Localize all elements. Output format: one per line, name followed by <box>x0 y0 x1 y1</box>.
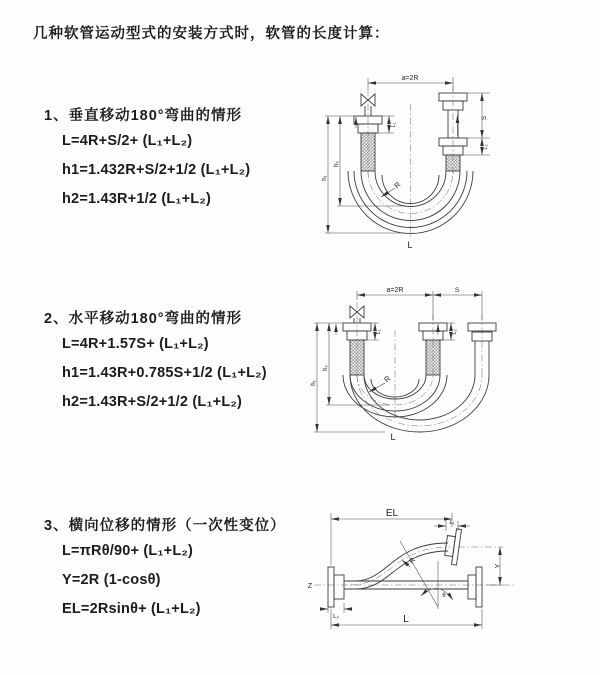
straight-pipe-original <box>344 567 482 607</box>
diagram-lateral-displacement <box>300 505 600 650</box>
dim-label-l1: L₁ <box>376 329 382 335</box>
centerlines <box>368 86 453 238</box>
dim-label-h1: h₁ <box>311 380 317 386</box>
dim-label-l1: L₁ <box>391 122 397 128</box>
dim-label-h2: h₂ <box>334 161 340 167</box>
diagram-vertical-180-bend <box>310 66 595 266</box>
dimension-lines <box>320 513 503 629</box>
section-1-formula-h1: h1=1.432R+S/2+1/2 (L₁+L₂) <box>62 162 251 178</box>
dim-label-el: EL <box>385 508 399 519</box>
diagram-horizontal-180-bend <box>305 280 600 455</box>
dim-label-l2: L₂ <box>333 614 339 620</box>
section-3-formula-L: L=πRθ/90+ (L₁+L₂) <box>62 543 194 559</box>
section-2-formula-L: L=4R+1.57S+ (L₁+L₂) <box>62 336 209 352</box>
page-title: 几种软管运动型式的安装方式时，软管的长度计算： <box>33 26 390 42</box>
dim-label-y: Y <box>495 563 502 569</box>
length-label: L <box>403 614 409 625</box>
dim-label-a2r: a=2R <box>386 287 404 294</box>
dim-label-s: S <box>481 115 488 121</box>
dim-label-l2: L₂ <box>483 144 489 150</box>
left-fitting <box>343 323 371 375</box>
section-3-formula-EL: EL=2Rsinθ+ (L₁+L₂) <box>62 601 201 617</box>
theta-label: θ <box>442 593 446 599</box>
section-1-heading: 1、垂直移动180°弯曲的情形 <box>44 108 243 124</box>
radius-label: R <box>408 556 418 566</box>
section-1-formula-L: L=4R+S/2+ (L₁+L₂) <box>62 133 193 149</box>
section-1-formula-h2: h2=1.43R+1/2 (L₁+L₂) <box>62 191 212 207</box>
section-2-formula-h2: h2=1.43R+S/2+1/2 (L₁+L₂) <box>62 394 243 410</box>
dimension-lines <box>325 77 490 233</box>
right-fitting-moved <box>468 323 496 375</box>
radius-label: R <box>392 179 403 191</box>
section-3-formula-Y: Y=2R (1-cosθ) <box>62 572 161 588</box>
dim-label-l2: L₂ <box>452 329 458 335</box>
radius-label: R <box>382 373 393 385</box>
left-flange <box>328 567 344 607</box>
axis-mark-label: Z <box>307 583 313 590</box>
hose-u-curves <box>343 375 489 432</box>
section-3-heading: 3、横向位移的情形（一次性变位） <box>44 518 286 534</box>
middle-fitting <box>419 323 447 375</box>
length-label: L <box>390 432 396 442</box>
dim-label-h1: h₁ <box>322 175 328 181</box>
section-2-formula-h1: h1=1.43R+0.785S+1/2 (L₁+L₂) <box>62 365 267 381</box>
dim-label-a2r: a=2R <box>401 75 419 82</box>
left-fitting <box>354 116 382 171</box>
displaced-hose-curve <box>355 528 461 589</box>
length-label: L <box>407 240 413 250</box>
dim-label-l1: L₁ <box>449 520 455 526</box>
dim-label-h2: h₂ <box>323 365 329 371</box>
dim-label-s: S <box>454 287 460 294</box>
section-2-heading: 2、水平移动180°弯曲的情形 <box>44 311 243 327</box>
